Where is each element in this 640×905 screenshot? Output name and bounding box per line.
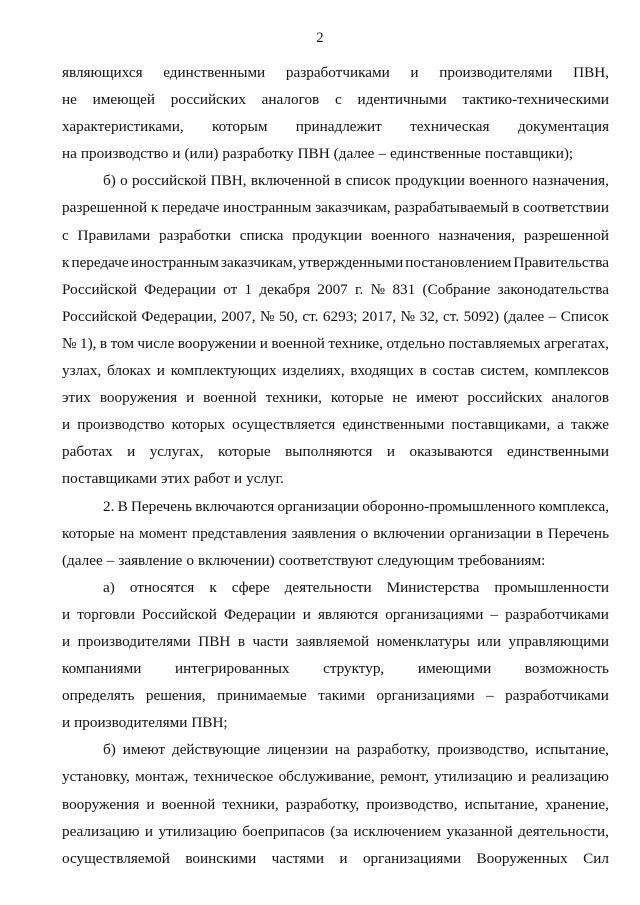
- text-line: [62, 384, 609, 411]
- word: указанной: [446, 822, 513, 840]
- word: вооружении: [177, 334, 257, 352]
- word: единственными: [342, 416, 445, 434]
- word: услугах,: [149, 443, 204, 461]
- word: технике,: [328, 334, 383, 352]
- word: и: [62, 416, 71, 434]
- word: относятся: [129, 578, 195, 596]
- word: хранение,: [545, 795, 609, 813]
- word: изделиях,: [282, 362, 345, 380]
- word: и: [62, 714, 71, 732]
- word: к: [62, 253, 70, 271]
- word: единственными: [507, 443, 609, 461]
- word: военного: [370, 226, 430, 244]
- word: (далее: [503, 307, 545, 325]
- word: ПВН,: [210, 172, 247, 190]
- word: а): [103, 578, 115, 596]
- word: организациями: [376, 687, 475, 705]
- word: производителями: [439, 64, 553, 81]
- word: принимаемые: [217, 687, 307, 705]
- word: и: [259, 334, 268, 352]
- word: Вооруженных: [476, 849, 568, 867]
- word: ПВН,: [573, 64, 609, 81]
- text-line: [62, 59, 609, 86]
- word: списка: [239, 226, 284, 244]
- word: заказчикам,: [220, 253, 297, 271]
- word: №: [62, 334, 77, 352]
- word: заказчикам,: [315, 199, 391, 217]
- word: Список: [560, 307, 609, 325]
- word: частями: [271, 849, 324, 867]
- word: ПВН;: [191, 714, 228, 732]
- word: в: [334, 172, 342, 190]
- word: №: [400, 307, 416, 325]
- word: российских: [170, 91, 246, 109]
- word: реализацию: [531, 768, 609, 786]
- word: –: [548, 307, 557, 325]
- word: оборонно-промышленного: [362, 497, 536, 515]
- word: (Собрание: [422, 280, 491, 298]
- word: отдельно: [386, 334, 445, 352]
- word: заявление: [118, 551, 183, 569]
- word: следующим: [377, 551, 455, 569]
- word: №: [370, 280, 386, 298]
- word: торговли: [77, 605, 135, 623]
- word: и: [186, 389, 195, 407]
- word: разработку,: [285, 795, 360, 813]
- word: вооружения: [99, 389, 178, 407]
- word: идентичными: [357, 91, 447, 109]
- page-number: 2: [316, 30, 324, 46]
- text-line: [62, 845, 609, 872]
- word: аналогов: [261, 91, 320, 109]
- word: оказываются: [409, 443, 493, 461]
- text-line: [62, 222, 609, 249]
- word: 2007: [317, 280, 348, 298]
- word: выполняются: [285, 443, 373, 461]
- word: принадлежит: [295, 118, 382, 136]
- word: законодательства: [497, 280, 609, 298]
- word: включенной: [250, 172, 331, 190]
- body-text: [62, 59, 609, 872]
- word: (за: [330, 822, 349, 840]
- text-line: [62, 167, 609, 194]
- word: поставщиками: [62, 470, 158, 488]
- word: разрабатываемый: [394, 199, 509, 217]
- word: и: [144, 822, 154, 840]
- word: и: [127, 443, 136, 461]
- word: –: [378, 145, 386, 163]
- word: техники,: [222, 795, 279, 813]
- word: к: [209, 578, 217, 596]
- text-line: [62, 493, 609, 520]
- word: военного: [469, 172, 529, 190]
- word: Российской: [62, 307, 137, 325]
- word: компаниями: [62, 660, 142, 678]
- word: декабря: [259, 280, 311, 298]
- word: организациями: [385, 605, 484, 623]
- word: не: [392, 389, 408, 407]
- word: поставщики);: [484, 145, 574, 163]
- word: испытание,: [535, 741, 609, 759]
- word: разрешенной: [62, 199, 148, 217]
- word: части: [252, 632, 289, 650]
- word: производителями: [74, 714, 188, 732]
- word: Перечень: [547, 524, 609, 542]
- text-line: [62, 411, 609, 438]
- word: производство,: [366, 795, 458, 813]
- word: комплексов: [534, 362, 609, 380]
- word: производство,: [437, 741, 529, 759]
- word: структур,: [323, 660, 385, 678]
- word: и: [410, 64, 419, 81]
- word: разработки: [158, 226, 231, 244]
- word: интегрированных: [174, 660, 290, 678]
- word: (далее: [333, 145, 375, 163]
- word: поставщиками,: [451, 416, 551, 434]
- word: о: [120, 172, 128, 190]
- word: решения,: [145, 687, 206, 705]
- word: являются: [317, 605, 379, 623]
- word: с: [334, 91, 342, 109]
- word: Федерации: [223, 605, 296, 623]
- word: аналогов: [551, 389, 609, 407]
- word: представления: [191, 524, 287, 542]
- word: заявления: [291, 524, 356, 542]
- word: агрегатах,: [544, 334, 609, 352]
- word: или: [477, 632, 501, 650]
- word: и: [518, 768, 527, 786]
- word: иностранным: [223, 199, 312, 217]
- word: лицензии: [267, 741, 329, 759]
- word: Российской: [142, 605, 217, 623]
- word: передаче: [71, 253, 129, 271]
- word: работах: [62, 443, 113, 461]
- text-line: [62, 465, 609, 492]
- word: 1: [244, 280, 253, 298]
- word: единственные: [390, 145, 481, 163]
- text-line: [62, 601, 609, 628]
- word: испытание,: [464, 795, 539, 813]
- text-line: [62, 113, 609, 140]
- word: разработку: [222, 145, 294, 163]
- word: имеют: [122, 741, 166, 759]
- word: соответствии: [523, 199, 609, 217]
- word: и: [62, 605, 71, 623]
- text-line: [62, 330, 609, 357]
- text-line: [62, 709, 609, 736]
- word: деятельности: [284, 578, 372, 596]
- word: поставляемых: [448, 334, 541, 352]
- word: в: [512, 199, 520, 217]
- word: назначения,: [438, 226, 516, 244]
- word: являющихся: [62, 64, 143, 81]
- word: б): [103, 172, 116, 190]
- word: (далее: [62, 551, 103, 569]
- word: утвержденными: [298, 253, 404, 271]
- word: осуществляется: [232, 416, 336, 434]
- text-line: [62, 438, 609, 465]
- word: характеристиками,: [62, 118, 184, 136]
- word: возможность: [524, 660, 609, 678]
- word: монтаж,: [135, 768, 189, 786]
- word: Перечень: [130, 497, 193, 515]
- word: 5092): [463, 307, 499, 325]
- word: организациями: [362, 849, 462, 867]
- text-line: [62, 791, 609, 818]
- word: определять: [62, 687, 135, 705]
- text-line: [62, 520, 609, 547]
- word: и: [146, 795, 155, 813]
- text-line: [62, 736, 609, 763]
- word: вооружения: [62, 795, 140, 813]
- text-line: [62, 194, 609, 221]
- word: имеющими: [417, 660, 492, 678]
- text-line: [62, 357, 609, 384]
- word: производство: [80, 145, 169, 163]
- word: список: [345, 172, 391, 190]
- word: которым: [212, 118, 268, 136]
- word: реализацию: [62, 822, 140, 840]
- word: и: [339, 849, 348, 867]
- text-line: [62, 86, 609, 113]
- word: в: [535, 524, 544, 542]
- word: действующие: [171, 741, 261, 759]
- text-line: [62, 655, 609, 682]
- word: ПВН: [297, 145, 330, 163]
- word: продукции: [292, 226, 363, 244]
- word: включаются: [195, 497, 275, 515]
- word: №: [259, 307, 275, 325]
- word: разработчиками: [505, 605, 609, 623]
- word: и: [302, 605, 311, 623]
- word: о: [360, 524, 369, 542]
- word: организации: [449, 524, 532, 542]
- word: момент: [139, 524, 188, 542]
- word: соответствуют: [278, 551, 374, 569]
- word: разработчиками: [285, 64, 390, 81]
- word: осуществляемой: [62, 849, 170, 867]
- word: производство: [77, 416, 165, 434]
- word: организации: [277, 497, 359, 515]
- word: включении): [197, 551, 275, 569]
- word: техническая: [410, 118, 490, 136]
- word: и: [234, 470, 243, 488]
- word: г.: [355, 280, 364, 298]
- word: на: [334, 741, 350, 759]
- word: имеющей: [92, 91, 156, 109]
- word: с: [62, 226, 69, 244]
- word: –: [486, 687, 494, 705]
- word: (или): [184, 145, 219, 163]
- word: В: [117, 497, 128, 515]
- word: Сил: [583, 849, 609, 867]
- text-line: [62, 249, 609, 276]
- word: 1),: [79, 334, 97, 352]
- text-line: [62, 303, 609, 330]
- word: 50,: [278, 307, 298, 325]
- word: входящих: [350, 362, 414, 380]
- word: Министерства: [386, 578, 480, 596]
- word: техническое: [193, 768, 274, 786]
- word: также: [570, 416, 609, 434]
- text-line: [62, 682, 609, 709]
- word: ПВН: [198, 632, 231, 650]
- word: российской: [131, 172, 207, 190]
- word: 32,: [419, 307, 439, 325]
- word: и: [172, 145, 181, 163]
- word: военной: [203, 389, 257, 407]
- word: российских: [467, 389, 543, 407]
- word: управляющими: [508, 632, 609, 650]
- word: 2007,: [221, 307, 256, 325]
- word: 6293;: [322, 307, 358, 325]
- word: Российской: [62, 280, 137, 298]
- word: Правительства: [513, 253, 609, 271]
- word: боеприпасов: [242, 822, 325, 840]
- word: иностранным: [130, 253, 219, 271]
- word: имеют: [416, 389, 459, 407]
- word: разработчиками: [505, 687, 609, 705]
- word: работ: [193, 470, 231, 488]
- word: которые: [330, 389, 384, 407]
- word: 2017,: [361, 307, 397, 325]
- word: продукции: [394, 172, 465, 190]
- word: а: [557, 416, 564, 434]
- word: установку,: [62, 768, 130, 786]
- text-line: [62, 276, 609, 303]
- text-line: [62, 574, 609, 601]
- word: назначения,: [532, 172, 609, 190]
- word: и: [386, 443, 395, 461]
- word: этих: [161, 470, 190, 488]
- word: в: [99, 334, 108, 352]
- word: промышленности: [494, 578, 609, 596]
- word: производителями: [77, 632, 191, 650]
- text-line: [62, 818, 609, 845]
- word: разрешенной: [523, 226, 609, 244]
- word: требованиям:: [458, 551, 546, 569]
- word: б): [103, 741, 116, 759]
- word: 2.: [103, 497, 115, 515]
- word: услуг.: [246, 470, 284, 488]
- word: документация: [517, 118, 609, 136]
- word: единственными: [163, 64, 266, 81]
- word: которые: [62, 524, 115, 542]
- word: номенклатуры: [376, 632, 470, 650]
- word: включении: [373, 524, 445, 542]
- text-line: [62, 628, 609, 655]
- word: передаче: [162, 199, 220, 217]
- text-line: [62, 140, 609, 167]
- word: и: [62, 632, 71, 650]
- word: комплекса,: [538, 497, 609, 515]
- word: систем,: [480, 362, 529, 380]
- word: Федерации,: [141, 307, 217, 325]
- word: этих: [62, 389, 91, 407]
- word: утилизацию: [158, 822, 237, 840]
- word: не: [62, 91, 77, 109]
- word: утилизацию: [434, 768, 513, 786]
- word: заявляемой: [295, 632, 370, 650]
- word: ст.: [302, 307, 319, 325]
- word: –: [106, 551, 115, 569]
- text-line: [62, 547, 609, 574]
- word: 831: [392, 280, 416, 298]
- word: военной: [161, 795, 216, 813]
- word: деятельности,: [518, 822, 609, 840]
- word: ст.: [443, 307, 460, 325]
- word: Правилами: [77, 226, 151, 244]
- word: в: [419, 362, 427, 380]
- word: техники,: [265, 389, 322, 407]
- word: на: [119, 524, 135, 542]
- word: от: [223, 280, 238, 298]
- word: которых: [171, 416, 226, 434]
- word: разработку,: [356, 741, 431, 759]
- word: комплектующих: [170, 362, 277, 380]
- word: состав: [432, 362, 475, 380]
- word: числе: [137, 334, 175, 352]
- word: тактико-техническими: [462, 91, 609, 109]
- word: которые: [218, 443, 271, 461]
- word: и: [156, 362, 165, 380]
- word: постановлением: [405, 253, 512, 271]
- word: ремонт,: [380, 768, 429, 786]
- word: том: [110, 334, 134, 352]
- word: –: [490, 605, 499, 623]
- word: о: [186, 551, 194, 569]
- word: Федерации: [144, 280, 216, 298]
- word: военной: [271, 334, 325, 352]
- word: к: [150, 199, 159, 217]
- word: воинскими: [185, 849, 257, 867]
- text-line: [62, 763, 609, 790]
- word: блоках: [107, 362, 152, 380]
- word: такими: [318, 687, 366, 705]
- word: исключением: [353, 822, 442, 840]
- word: узлах,: [62, 362, 102, 380]
- word: обслуживание,: [278, 768, 375, 786]
- word: сфере: [231, 578, 270, 596]
- word: на: [62, 145, 77, 163]
- word: в: [237, 632, 245, 650]
